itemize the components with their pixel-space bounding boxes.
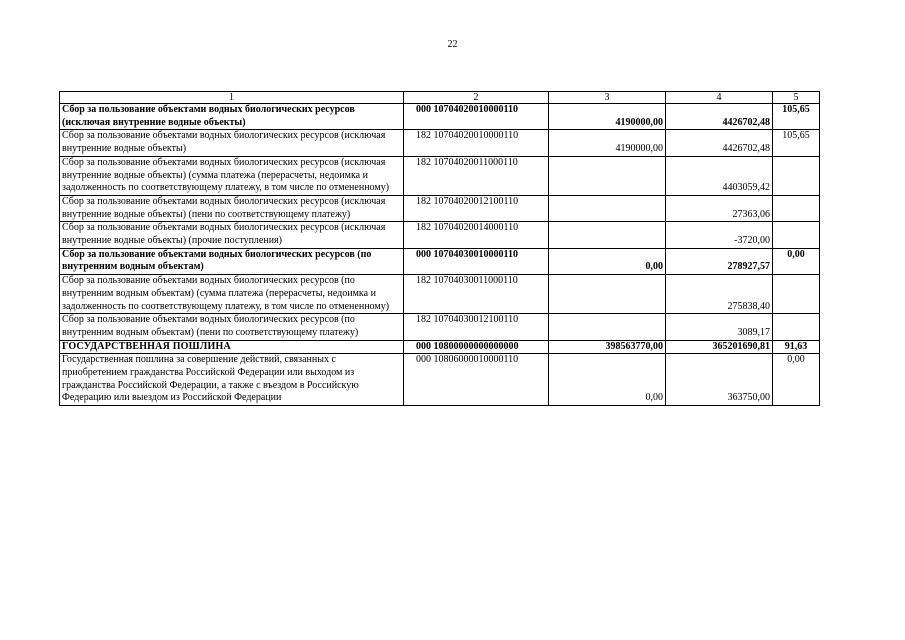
table-row — [60, 130, 820, 156]
budget-code-cell: 000 10806000010000110 — [404, 354, 549, 406]
table-row — [60, 222, 820, 248]
plan-amount-cell — [549, 195, 666, 221]
percent-cell: 0,00 — [773, 354, 820, 406]
table-row — [60, 314, 820, 340]
revenue-name-cell: Сбор за пользование объектами водных биологических ресурсов (исключая внутренние водные объекты) — [60, 130, 404, 156]
revenue-name-cell: Сбор за пользование объектами водных биологических ресурсов (исключая внутренние водные объекты) (прочие поступления) — [60, 222, 404, 248]
table-row — [60, 354, 820, 406]
actual-amount-cell: 4403059,42 — [666, 156, 773, 195]
revenue-name-cell: Сбор за пользование объектами водных биологических ресурсов (по внутренним водным объектам) (сумма платежа (перерасчеты, недоимка и задолженность по соответствующему платежу, в том числе по отмененному) — [60, 275, 404, 314]
plan-amount-cell: 0,00 — [549, 354, 666, 406]
actual-amount-cell: 4426702,48 — [666, 104, 773, 130]
percent-cell — [773, 222, 820, 248]
column-number-row — [60, 92, 820, 104]
table-row — [60, 156, 820, 195]
percent-cell — [773, 275, 820, 314]
table-row — [60, 104, 820, 130]
revenue-name-cell: ГОСУДАРСТВЕННАЯ ПОШЛИНА — [60, 340, 404, 354]
plan-amount-cell: 4190000,00 — [549, 104, 666, 130]
percent-cell: 105,65 — [773, 104, 820, 130]
revenue-name-cell: Сбор за пользование объектами водных биологических ресурсов (исключая внутренние водные объекты) — [60, 104, 404, 130]
budget-revenue-table — [59, 91, 820, 406]
plan-amount-cell — [549, 156, 666, 195]
revenue-name-cell: Сбор за пользование объектами водных биологических ресурсов (по внутренним водным объектам) — [60, 248, 404, 274]
table-row — [60, 248, 820, 274]
column-number-4: 4 — [666, 92, 773, 104]
column-number-2: 2 — [404, 92, 549, 104]
column-number-3: 3 — [549, 92, 666, 104]
actual-amount-cell: 3089,17 — [666, 314, 773, 340]
budget-code-cell: 182 10704020012100110 — [404, 195, 549, 221]
budget-code-cell: 000 10704030010000110 — [404, 248, 549, 274]
actual-amount-cell: 27363,06 — [666, 195, 773, 221]
plan-amount-cell — [549, 222, 666, 248]
revenue-name-cell: Сбор за пользование объектами водных биологических ресурсов (по внутренним водным объектам) (пени по соответствующему платежу) — [60, 314, 404, 340]
actual-amount-cell: 275838,40 — [666, 275, 773, 314]
plan-amount-cell: 4190000,00 — [549, 130, 666, 156]
budget-code-cell: 000 10704020010000110 — [404, 104, 549, 130]
budget-code-cell: 182 10704020014000110 — [404, 222, 549, 248]
column-number-1: 1 — [60, 92, 404, 104]
plan-amount-cell — [549, 275, 666, 314]
plan-amount-cell: 398563770,00 — [549, 340, 666, 354]
percent-cell: 91,63 — [773, 340, 820, 354]
percent-cell — [773, 314, 820, 340]
budget-code-cell: 000 10800000000000000 — [404, 340, 549, 354]
revenue-name-cell: Сбор за пользование объектами водных биологических ресурсов (исключая внутренние водные объекты) (сумма платежа (перерасчеты, недоимка и задолженность по соответствующему платежу, в том числе по отмененному) — [60, 156, 404, 195]
percent-cell: 0,00 — [773, 248, 820, 274]
budget-code-cell: 182 10704030011000110 — [404, 275, 549, 314]
table-row — [60, 195, 820, 221]
actual-amount-cell: 365201690,81 — [666, 340, 773, 354]
actual-amount-cell: 4426702,48 — [666, 130, 773, 156]
percent-cell — [773, 156, 820, 195]
budget-code-cell: 182 10704020010000110 — [404, 130, 549, 156]
revenue-name-cell: Сбор за пользование объектами водных биологических ресурсов (исключая внутренние водные объекты) (пени по соответствующему платежу) — [60, 195, 404, 221]
plan-amount-cell: 0,00 — [549, 248, 666, 274]
budget-code-cell: 182 10704030012100110 — [404, 314, 549, 340]
plan-amount-cell — [549, 314, 666, 340]
page-number: 22 — [447, 39, 458, 50]
budget-code-cell: 182 10704020011000110 — [404, 156, 549, 195]
column-number-5: 5 — [773, 92, 820, 104]
percent-cell — [773, 195, 820, 221]
table-row — [60, 340, 820, 354]
revenue-name-cell: Государственная пошлина за совершение действий, связанных с приобретением гражданства Российской Федерации или выходом из гражданства Российской Федерации, а также с въездом в Российскую Федерацию или выездом из Российской Федерации — [60, 354, 404, 406]
actual-amount-cell: 363750,00 — [666, 354, 773, 406]
percent-cell: 105,65 — [773, 130, 820, 156]
table-row — [60, 275, 820, 314]
actual-amount-cell: -3720,00 — [666, 222, 773, 248]
actual-amount-cell: 278927,57 — [666, 248, 773, 274]
